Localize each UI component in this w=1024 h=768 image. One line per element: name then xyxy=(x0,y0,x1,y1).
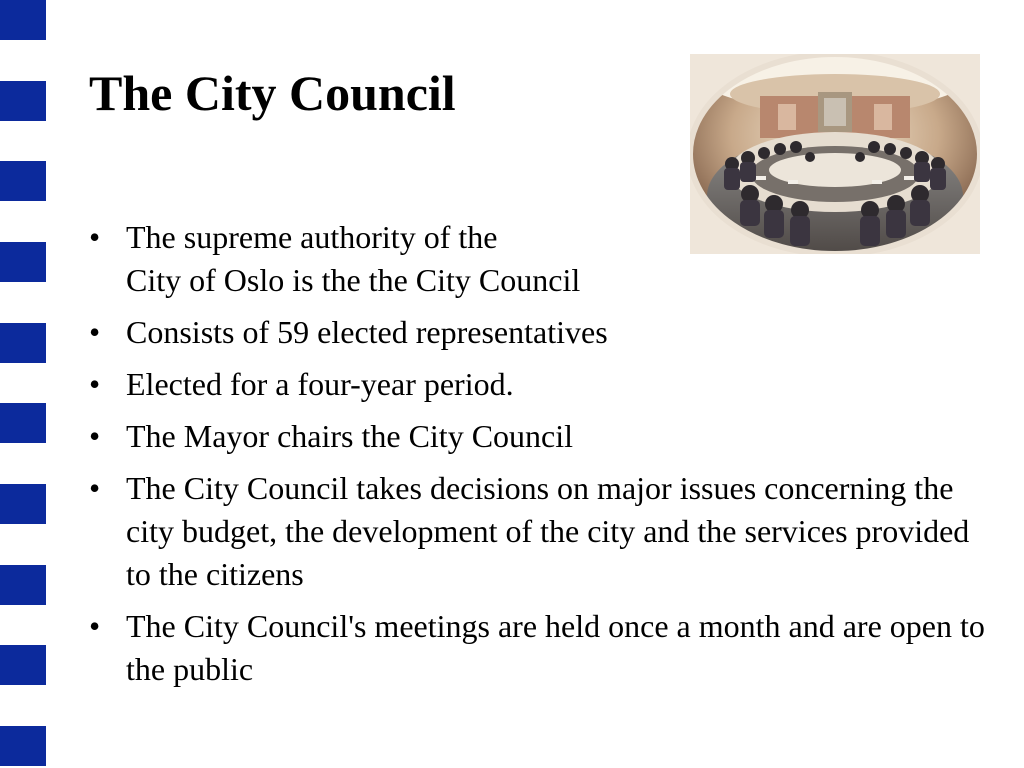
bullet-text: The City Council takes decisions on major issues concerning the city budget, the development of the city and the services provided to the citizens xyxy=(126,470,970,592)
stripe xyxy=(0,81,46,121)
bullet-dot: • xyxy=(89,366,101,402)
bullet-list xyxy=(89,216,989,700)
stripe xyxy=(0,484,46,524)
bullet-dot: • xyxy=(89,418,101,454)
stripe xyxy=(0,323,46,363)
list-item xyxy=(89,467,989,596)
slide-title: The City Council xyxy=(89,65,456,121)
stripe xyxy=(0,726,46,766)
stripe xyxy=(0,403,46,443)
bullet-text: The supreme authority of the City of Oslo is the the City Council xyxy=(126,219,581,298)
bullet-text: Consists of 59 elected representatives xyxy=(126,314,608,350)
bullet-text: The Mayor chairs the City Council xyxy=(126,418,574,454)
bullet-dot: • xyxy=(89,608,101,644)
stripe xyxy=(0,161,46,201)
list-item xyxy=(89,605,989,691)
bullet-dot: • xyxy=(89,314,101,350)
stripe xyxy=(0,242,46,282)
stripe xyxy=(0,645,46,685)
stripe xyxy=(0,565,46,605)
list-item xyxy=(89,216,989,302)
bullet-dot: • xyxy=(89,470,101,506)
stripe xyxy=(0,0,46,40)
bullet-text: Elected for a four-year period. xyxy=(126,366,514,402)
bullet-text: The City Council's meetings are held once a month and are open to the public xyxy=(126,608,985,687)
list-item xyxy=(89,415,989,458)
list-item xyxy=(89,363,989,406)
side-stripe-decoration xyxy=(0,0,46,768)
bullet-dot: • xyxy=(89,219,101,255)
list-item xyxy=(89,311,989,354)
